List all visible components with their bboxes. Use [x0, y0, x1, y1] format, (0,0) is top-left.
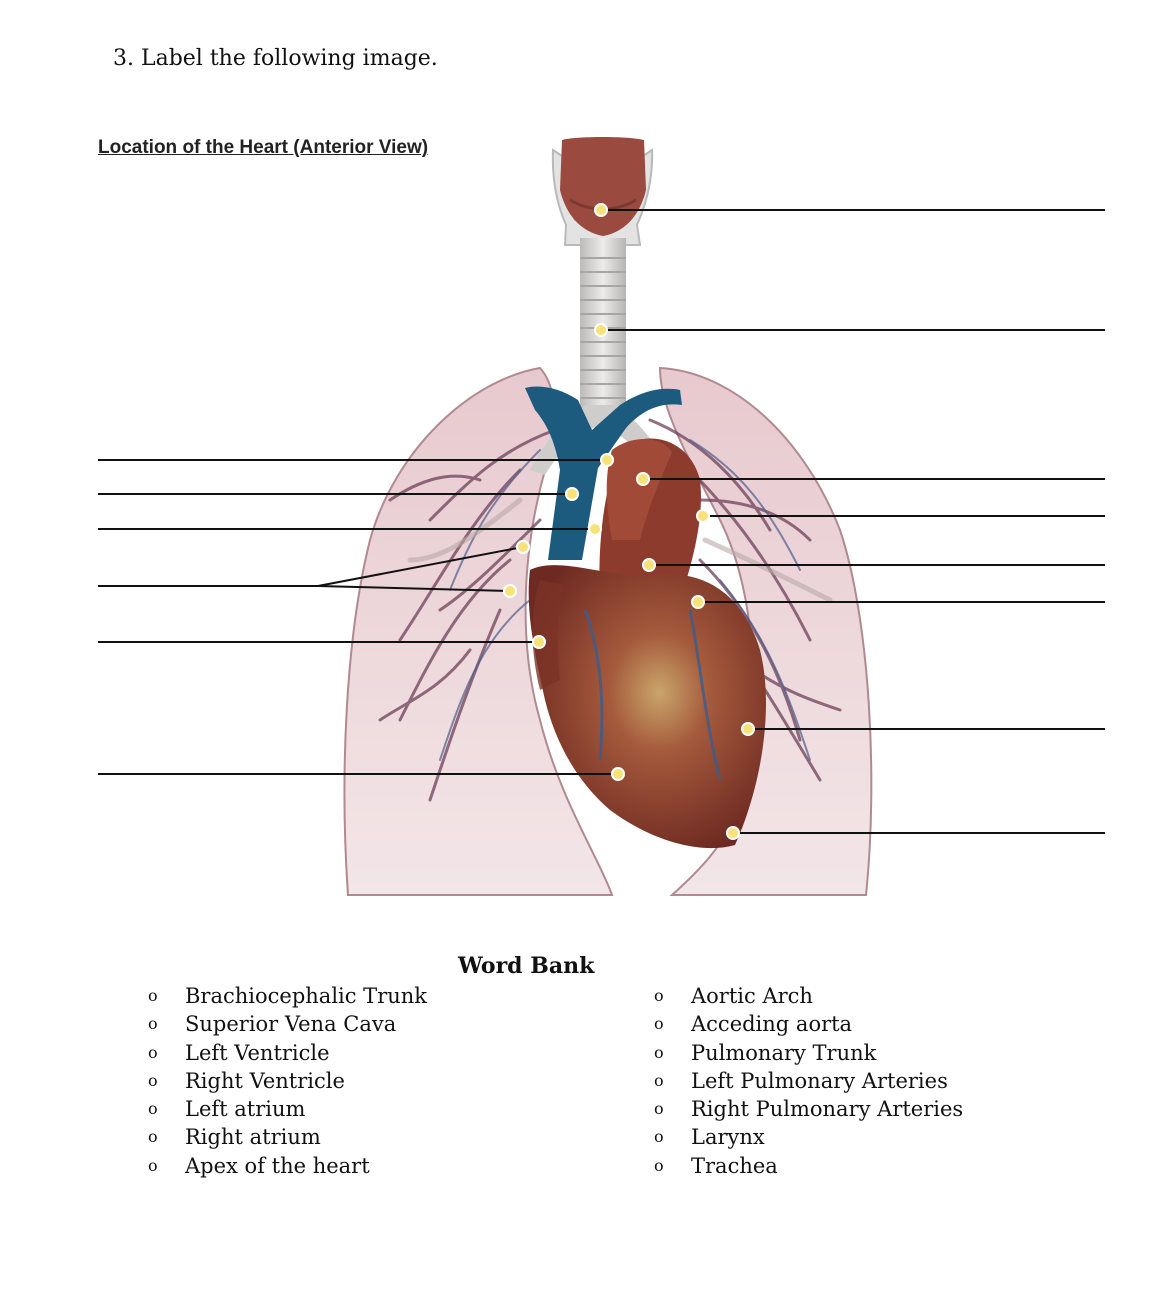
label-dot	[504, 585, 516, 597]
label-dot	[643, 559, 655, 571]
word-bank-term: Trachea	[691, 1153, 778, 1178]
word-bank-term: Superior Vena Cava	[185, 1012, 397, 1037]
word-bank-term: Acceding aorta	[691, 1012, 853, 1037]
bullet-icon: o	[654, 1155, 664, 1175]
label-dot	[595, 204, 607, 216]
label-dot	[517, 541, 529, 553]
label-dot	[697, 510, 709, 522]
larynx-illustration	[553, 137, 652, 245]
word-bank-term: Right atrium	[185, 1125, 321, 1150]
word-bank-term: Right Ventricle	[185, 1068, 345, 1093]
label-dot	[612, 768, 624, 780]
bullet-icon: o	[654, 1042, 664, 1062]
word-bank-term: Left Ventricle	[185, 1040, 330, 1065]
bullet-icon: o	[148, 1155, 158, 1175]
label-dot	[566, 488, 578, 500]
word-bank-term: Right Pulmonary Arteries	[691, 1097, 964, 1122]
label-dot	[595, 324, 607, 336]
word-bank-term: Left Pulmonary Arteries	[691, 1068, 948, 1093]
bullet-icon: o	[654, 1099, 664, 1119]
label-dot	[637, 473, 649, 485]
bullet-icon: o	[654, 986, 664, 1005]
word-bank-term: Larynx	[691, 1125, 765, 1150]
bullet-icon: o	[148, 1014, 158, 1034]
word-bank-term: Left atrium	[185, 1097, 306, 1122]
word-bank-term: Brachiocephalic Trunk	[185, 984, 428, 1008]
label-dot	[727, 827, 739, 839]
bullet-icon: o	[148, 1099, 158, 1119]
bullet-icon: o	[654, 1070, 664, 1090]
word-bank-title: Word Bank	[458, 953, 595, 979]
word-bank-term: Apex of the heart	[185, 1153, 370, 1178]
figure-title: Location of the Heart (Anterior View)	[98, 137, 429, 158]
label-dot	[692, 596, 704, 608]
bullet-icon: o	[148, 1070, 158, 1090]
label-dot	[601, 454, 613, 466]
bullet-icon: o	[654, 1014, 664, 1034]
bullet-icon: o	[148, 1042, 158, 1062]
bullet-icon: o	[148, 986, 158, 1005]
label-dot	[589, 523, 601, 535]
question-text: 3. Label the following image.	[113, 46, 438, 71]
bullet-icon: o	[654, 1127, 664, 1147]
word-bank-term: Aortic Arch	[691, 984, 813, 1008]
word-bank-term: Pulmonary Trunk	[691, 1040, 877, 1065]
label-dot	[742, 723, 754, 735]
label-dot	[533, 636, 545, 648]
bullet-icon: o	[148, 1127, 158, 1147]
